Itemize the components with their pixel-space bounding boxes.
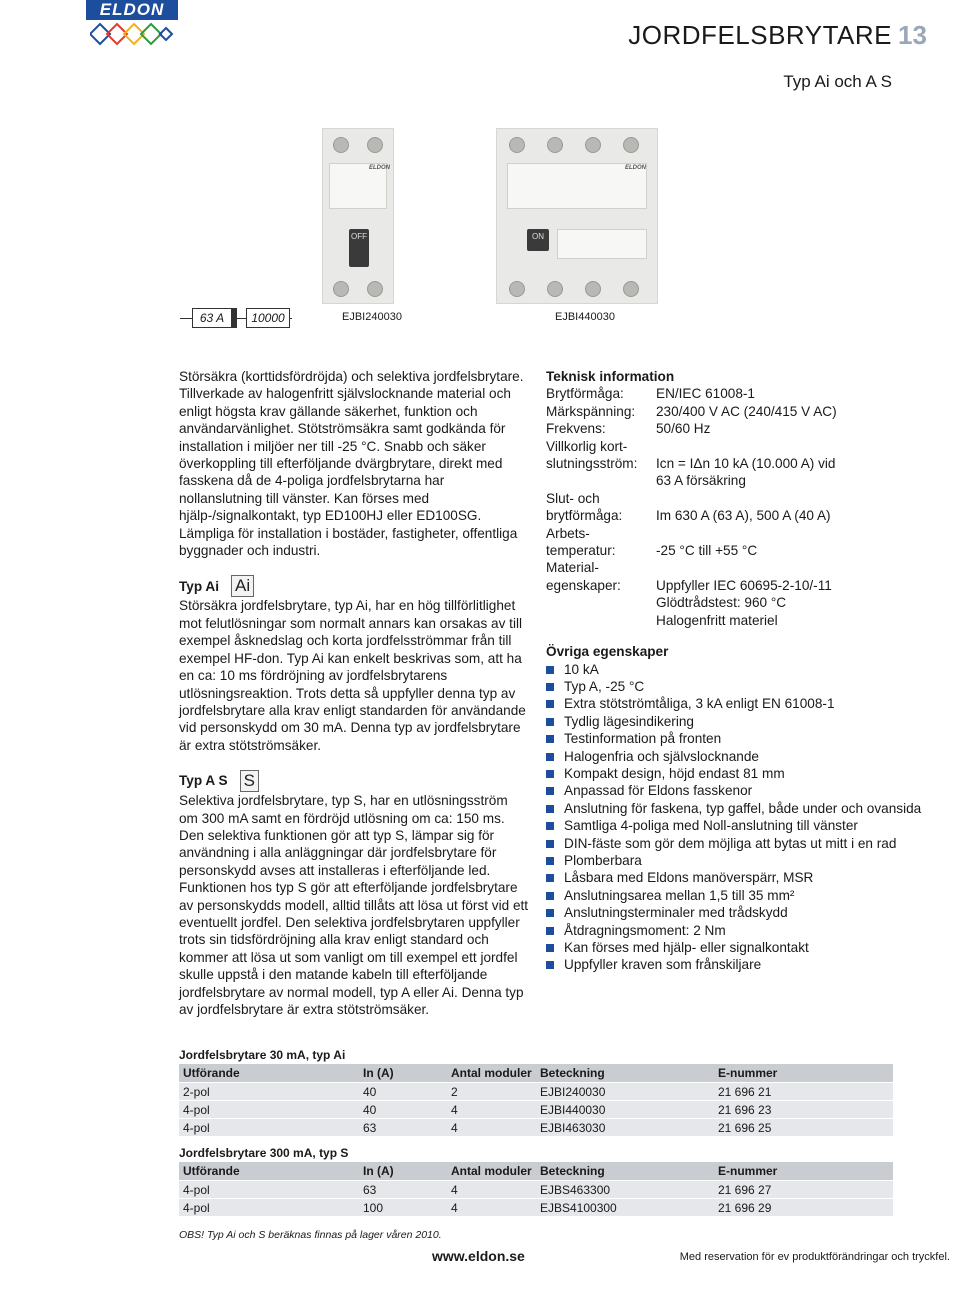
feature-item: Halogenfria och självslocknande	[546, 748, 926, 765]
table-cell: 40	[359, 1100, 447, 1118]
spec-value	[656, 490, 926, 507]
feature-item: Anpassad för Eldons fasskenor	[546, 782, 926, 799]
table-cell: 21 696 27	[714, 1180, 893, 1198]
product-brand-label: ELDON	[369, 165, 390, 171]
table-cell: EJBI440030	[536, 1100, 714, 1118]
table-cell: EJBI463030	[536, 1118, 714, 1136]
table-cell: EJBI240030	[536, 1082, 714, 1100]
product-image-4-pole	[496, 128, 658, 304]
lever-label-on: ON	[532, 232, 544, 241]
column-header: Antal moduler	[447, 1162, 536, 1180]
table-title: Jordfelsbrytare 300 mA, typ S	[179, 1146, 349, 1160]
specs-column	[546, 368, 926, 974]
product-brand-label: ELDON	[625, 165, 646, 171]
product-table-300ma	[179, 1162, 893, 1216]
table-row	[179, 1082, 893, 1100]
feature-list	[546, 661, 926, 974]
spec-key: Brytförmåga:	[546, 386, 624, 402]
table-cell: 4-pol	[179, 1118, 359, 1136]
spec-value: EN/IEC 61008-1	[656, 386, 755, 402]
table-row	[179, 1198, 893, 1216]
typ-as-heading: Typ A S	[179, 773, 228, 789]
feature-item: Låsbara med Eldons manöverspärr, MSR	[546, 869, 926, 886]
spec-value: Im 630 A (63 A), 500 A (40 A)	[656, 508, 831, 524]
intro-text: Störsäkra (korttidsfördröjda) och selektiva jordfelsbrytare. Tillverkade av halogenfritt självslocknande material och enligt högsta krav gällande säkerhet, funktion och användarvänlighet. Stötströmsäkra samt godkända för installation i miljöer ner till -25 °C. Snabb och säker överkoppling till efterföljande dvärgbrytare, direkt med fasskena då de 4-poliga jordfelsbrytarna har nollanslutning till vänster. Kan förses med hjälp-/signalkontakt, typ ED100HJ eller ED100SG. Lämpliga för installation i bostäder, fastigheter, offentliga byggnader och industri.	[179, 369, 524, 559]
feature-item: Extra stötströmtåliga, 3 kA enligt EN 61008-1	[546, 695, 926, 712]
table-row	[179, 1118, 893, 1136]
table-cell: 40	[359, 1082, 447, 1100]
spec-row	[546, 525, 926, 542]
spec-key: brytförmåga:	[546, 508, 623, 524]
spec-row	[546, 403, 926, 420]
spec-list	[546, 385, 926, 629]
feature-item: Kan förses med hjälp- eller signalkontakt	[546, 939, 926, 956]
table-cell: 4	[447, 1180, 536, 1198]
product-code: EJBI440030	[555, 311, 615, 323]
table-cell: 4	[447, 1198, 536, 1216]
eldon-logo	[86, 0, 178, 50]
column-header: Utförande	[179, 1162, 359, 1180]
typ-ai-heading-row	[179, 575, 529, 597]
rated-current-box: 63 A	[192, 308, 232, 328]
feature-item: Uppfyller kraven som frånskiljare	[546, 956, 926, 973]
column-header: E-nummer	[714, 1064, 893, 1082]
spec-key	[546, 594, 656, 611]
column-header: In (A)	[359, 1162, 447, 1180]
spec-value	[656, 525, 926, 542]
spec-row	[546, 385, 926, 402]
feature-item: Anslutningsterminaler med trådskydd	[546, 904, 926, 921]
column-header: Beteckning	[536, 1162, 714, 1180]
spec-value	[656, 559, 926, 576]
spec-row	[546, 420, 926, 437]
table-row	[179, 1180, 893, 1198]
logo-wordmark: ELDON	[86, 0, 178, 20]
product-code: EJBI240030	[342, 311, 402, 323]
typ-ai-symbol-icon: Ai	[231, 575, 254, 597]
table-cell: 4-pol	[179, 1180, 359, 1198]
table-cell: 21 696 21	[714, 1082, 893, 1100]
rating-divider	[231, 308, 237, 328]
spec-key: Arbets-	[546, 525, 590, 541]
table-cell: EJBS4100300	[536, 1198, 714, 1216]
spec-key: Märkspänning:	[546, 403, 636, 419]
column-header: Antal moduler	[447, 1064, 536, 1082]
table-cell: 2	[447, 1082, 536, 1100]
table-cell: 4	[447, 1100, 536, 1118]
table-cell: 21 696 29	[714, 1198, 893, 1216]
column-header: Utförande	[179, 1064, 359, 1082]
spec-row	[546, 490, 926, 507]
tech-info-title: Teknisk information	[546, 369, 675, 384]
typ-as-heading-row	[179, 770, 529, 792]
spec-value: -25 °C till +55 °C	[656, 543, 758, 559]
feature-item: Testinformation på fronten	[546, 730, 926, 747]
product-table-30ma	[179, 1064, 893, 1136]
feature-item: Plomberbara	[546, 852, 926, 869]
spec-value: Glödtrådstest: 960 °C	[656, 595, 787, 611]
feature-item: Samtliga 4-poliga med Noll-anslutning till vänster	[546, 817, 926, 834]
spec-row	[546, 594, 926, 611]
table-cell: 4-pol	[179, 1100, 359, 1118]
spec-row	[546, 559, 926, 576]
feature-item: Anslutningsarea mellan 1,5 till 35 mm²	[546, 887, 926, 904]
spec-key: Slut- och	[546, 490, 600, 506]
feature-item: Typ A, -25 °C	[546, 678, 926, 695]
spec-key: egenskaper:	[546, 577, 621, 593]
spec-key	[546, 472, 656, 489]
description-column	[179, 368, 529, 1018]
spec-value	[656, 438, 926, 455]
disclaimer: Med reservation för ev produktförändringar och tryckfel.	[679, 1251, 950, 1263]
website-link[interactable]: www.eldon.se	[432, 1248, 525, 1264]
product-image-2-pole	[322, 128, 394, 304]
spec-key: Material-	[546, 560, 599, 576]
page-subtitle: Typ Ai och A S	[783, 72, 892, 91]
feature-item: 10 kA	[546, 661, 926, 678]
spec-row	[546, 612, 926, 629]
breaking-capacity-box: 10000	[246, 308, 290, 328]
typ-s-symbol-icon: S	[240, 770, 259, 792]
spec-key: Frekvens:	[546, 421, 606, 437]
spec-key: Villkorlig kort-	[546, 438, 628, 454]
feature-item: DIN-fäste som gör dem möjliga att bytas ut mitt i en rad	[546, 835, 926, 852]
typ-as-text: Selektiva jordfelsbrytare, typ S, har en utlösningsström om 300 mA samt en fördröjd utlösning om ca: 150 ms. Den selektiva funktionen gör att typ S, lämpar sig för användning i alla anläggningar där jordfelsbrytare för personskydd avses att installeras i efterföljande led. Funktionen hos typ S gör att efterföljande jordfelsbrytare av personskydds modell, alltid tillåts att lösa ut först vid ett eventuellt jordfel. Den selektiva jordfelsbrytaren uppfyller trots sin tidsfördröjning alla krav enligt standard och kommer att lösa ut som vanligt om till exempel ett jordfel skulle uppstå i den matande kabeln till efterföljande jordfelsbrytare av normal modell, typ A eller Ai. Denna typ av jordfelsbrytare är extra stötströmsäker.	[179, 793, 529, 1017]
table-cell: 63	[359, 1180, 447, 1198]
logo-diamond-pattern-icon	[90, 22, 174, 46]
column-header: E-nummer	[714, 1162, 893, 1180]
feature-item: Anslutning för faskena, typ gaffel, både under och ovansida	[546, 800, 926, 817]
column-header: Beteckning	[536, 1064, 714, 1082]
page-title: JORDFELSBRYTARE	[628, 20, 892, 50]
page-number: 13	[898, 20, 927, 50]
spec-row	[546, 472, 926, 489]
breaker-lever	[349, 229, 369, 267]
spec-row	[546, 542, 926, 559]
table-cell: 2-pol	[179, 1082, 359, 1100]
stock-note: OBS! Typ Ai och S beräknas finnas på lager våren 2010.	[179, 1229, 442, 1241]
spec-value: 63 A försäkring	[656, 473, 746, 489]
typ-ai-heading: Typ Ai	[179, 578, 220, 594]
table-header-row	[179, 1162, 893, 1180]
table-title: Jordfelsbrytare 30 mA, typ Ai	[179, 1048, 346, 1062]
table-header-row	[179, 1064, 893, 1082]
spec-row	[546, 577, 926, 594]
feature-item: Kompakt design, höjd endast 81 mm	[546, 765, 926, 782]
spec-key: temperatur:	[546, 543, 616, 559]
table-cell: EJBS463300	[536, 1180, 714, 1198]
spec-value: Halogenfritt materiel	[656, 612, 778, 628]
table-cell: 63	[359, 1118, 447, 1136]
table-cell: 21 696 25	[714, 1118, 893, 1136]
table-cell: 21 696 23	[714, 1100, 893, 1118]
spec-value: Icn = IΔn 10 kA (10.000 A) vid	[656, 456, 836, 472]
other-features-title: Övriga egenskaper	[546, 644, 669, 660]
typ-ai-text: Störsäkra jordfelsbrytare, typ Ai, har en hög tillförlitlighet mot felutlösningar som normalt annars kan orsakas av till exempel åsknedslag och korta jordfelsströmmar från till exempel HF-don. Typ Ai kan enkelt beskrivas som, att ha en ca: 10 ms fördröjning av jordfelsbrytarens utlösningsreaktion. Trots detta så uppfyller denna typ av jordfelsbrytare alla krav enligt standarden för användande vid personskydd om 30 mA. Denna typ av jordfelsbrytare är extra stötströmsäker.	[179, 598, 526, 753]
feature-item: Åtdragningsmoment: 2 Nm	[546, 922, 926, 939]
breaker-lever	[527, 229, 549, 251]
spec-row	[546, 507, 926, 524]
spec-row	[546, 455, 926, 472]
spec-value: 50/60 Hz	[656, 421, 711, 437]
table-cell: 4	[447, 1118, 536, 1136]
spec-value: 230/400 V AC (240/415 V AC)	[656, 403, 837, 419]
spec-key: slutningsström:	[546, 456, 638, 472]
table-cell: 4-pol	[179, 1198, 359, 1216]
table-cell: 100	[359, 1198, 447, 1216]
spec-value: Uppfyller IEC 60695-2-10/-11	[656, 577, 832, 593]
spec-key	[546, 612, 656, 629]
feature-item: Tydlig lägesindikering	[546, 713, 926, 730]
spec-row	[546, 438, 926, 455]
table-row	[179, 1100, 893, 1118]
column-header: In (A)	[359, 1064, 447, 1082]
lever-label-off: OFF	[351, 232, 367, 241]
